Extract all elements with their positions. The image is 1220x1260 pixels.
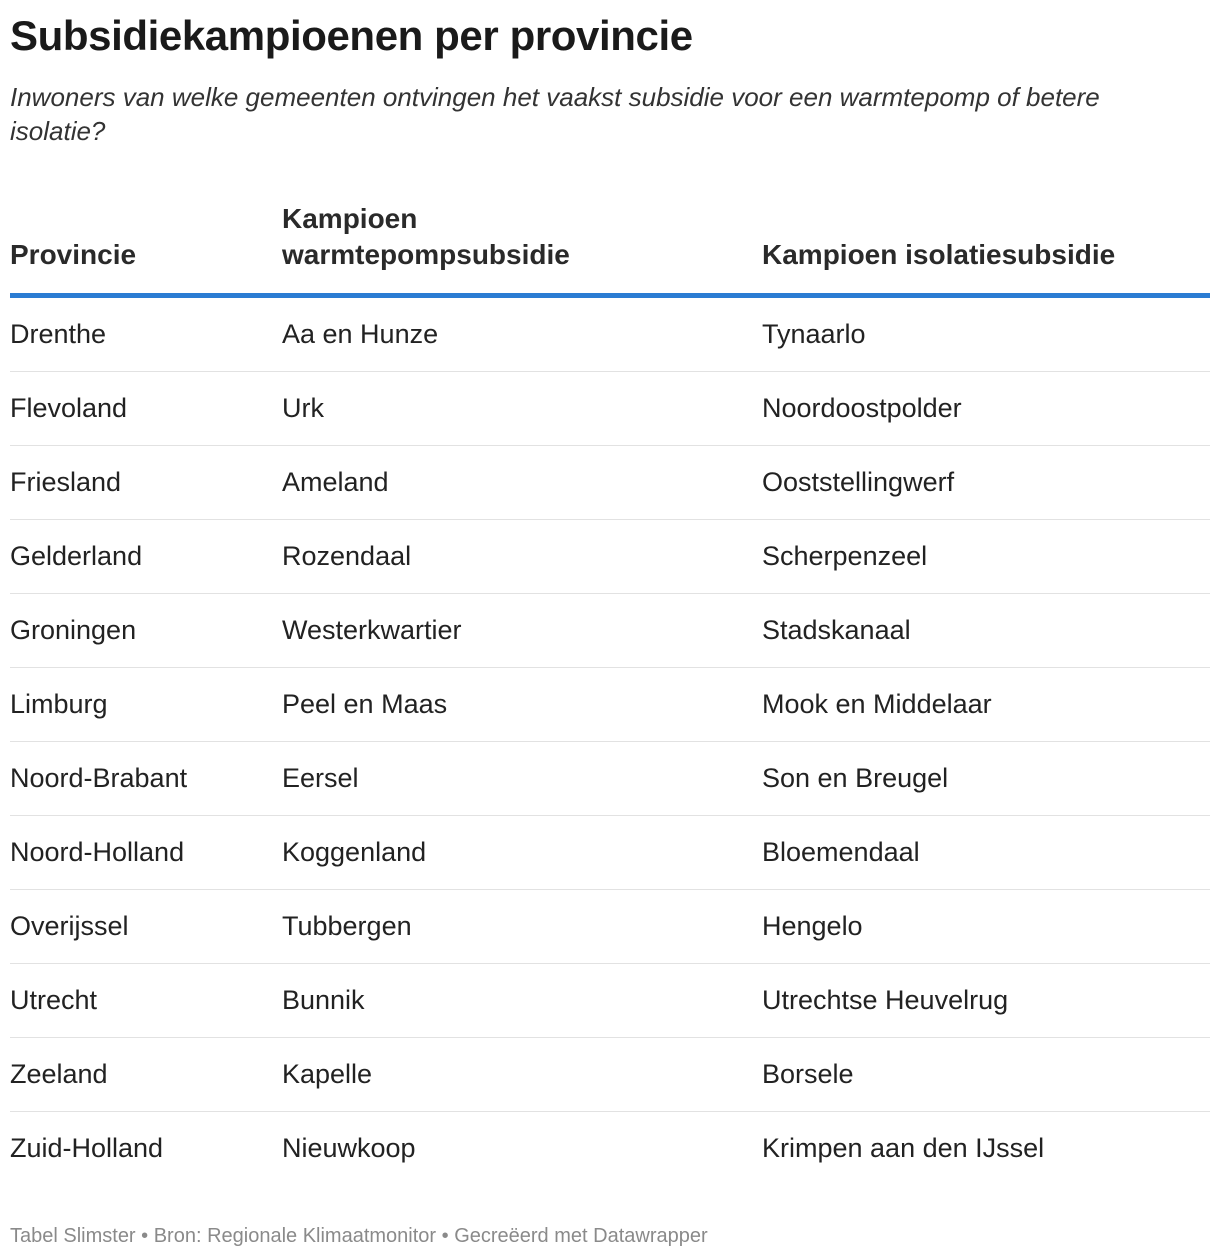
table-row (10, 1038, 1210, 1112)
cell-isolatie: Son en Breugel (762, 763, 949, 793)
source-footer: Tabel Slimster • Bron: Regionale Klimaatmonitor • Gecreëerd met Datawrapper (10, 1225, 708, 1247)
cell-isolatie: Stadskanaal (762, 615, 911, 645)
table-row (10, 298, 1210, 372)
table-row (10, 890, 1210, 964)
cell-warmtepomp: Tubbergen (282, 911, 412, 941)
table-row (10, 446, 1210, 520)
table-row (10, 520, 1210, 594)
cell-warmtepomp: Eersel (282, 763, 359, 793)
cell-warmtepomp: Peel en Maas (282, 689, 448, 719)
table-row (10, 1112, 1210, 1186)
cell-isolatie: Hengelo (762, 911, 863, 941)
column-header-provincie: Provincie (10, 239, 137, 270)
cell-provincie: Flevoland (10, 393, 128, 423)
cell-provincie: Gelderland (10, 541, 143, 571)
cell-warmtepomp: Ameland (282, 467, 389, 497)
cell-warmtepomp: Rozendaal (282, 541, 412, 571)
cell-isolatie: Utrechtse Heuvelrug (762, 985, 1009, 1015)
table-header (10, 200, 1210, 298)
cell-warmtepomp: Bunnik (282, 985, 365, 1015)
cell-isolatie: Borsele (762, 1059, 854, 1089)
column-header-isolatie: Kampioen isolatiesubsidie (762, 239, 1116, 270)
cell-isolatie: Ooststellingwerf (762, 467, 955, 497)
cell-warmtepomp: Aa en Hunze (282, 319, 439, 349)
table-row (10, 668, 1210, 742)
page-subtitle: Inwoners van welke gemeenten ontvingen het vaakst subsidie voor een warmtepomp of betere isolatie? (10, 82, 1100, 146)
cell-provincie: Limburg (10, 689, 108, 719)
cell-provincie: Zeeland (10, 1059, 108, 1089)
table-row (10, 964, 1210, 1038)
cell-isolatie: Scherpenzeel (762, 541, 928, 571)
cell-isolatie: Mook en Middelaar (762, 689, 992, 719)
cell-warmtepomp: Westerkwartier (282, 615, 462, 645)
cell-isolatie: Bloemendaal (762, 837, 920, 867)
table-row (10, 372, 1210, 446)
table-row (10, 594, 1210, 668)
table-row (10, 742, 1210, 816)
cell-warmtepomp: Urk (282, 393, 324, 423)
cell-warmtepomp: Kapelle (282, 1059, 373, 1089)
cell-provincie: Drenthe (10, 319, 107, 349)
cell-provincie: Groningen (10, 615, 137, 645)
table-body (10, 298, 1210, 1186)
cell-warmtepomp: Nieuwkoop (282, 1133, 416, 1163)
cell-isolatie: Noordoostpolder (762, 393, 962, 423)
cell-warmtepomp: Koggenland (282, 837, 427, 867)
table-row (10, 816, 1210, 890)
cell-provincie: Overijssel (10, 911, 129, 941)
cell-isolatie: Tynaarlo (762, 319, 866, 349)
cell-provincie: Utrecht (10, 985, 98, 1015)
data-table (10, 200, 1210, 1186)
cell-provincie: Zuid-Holland (10, 1133, 164, 1163)
cell-provincie: Friesland (10, 467, 122, 497)
cell-provincie: Noord-Brabant (10, 763, 188, 793)
page-title: Subsidiekampioenen per provincie (10, 12, 693, 59)
column-header-warmtepomp: Kampioen warmtepompsubsidie (282, 203, 570, 270)
cell-isolatie: Krimpen aan den IJssel (762, 1133, 1045, 1163)
cell-provincie: Noord-Holland (10, 837, 185, 867)
